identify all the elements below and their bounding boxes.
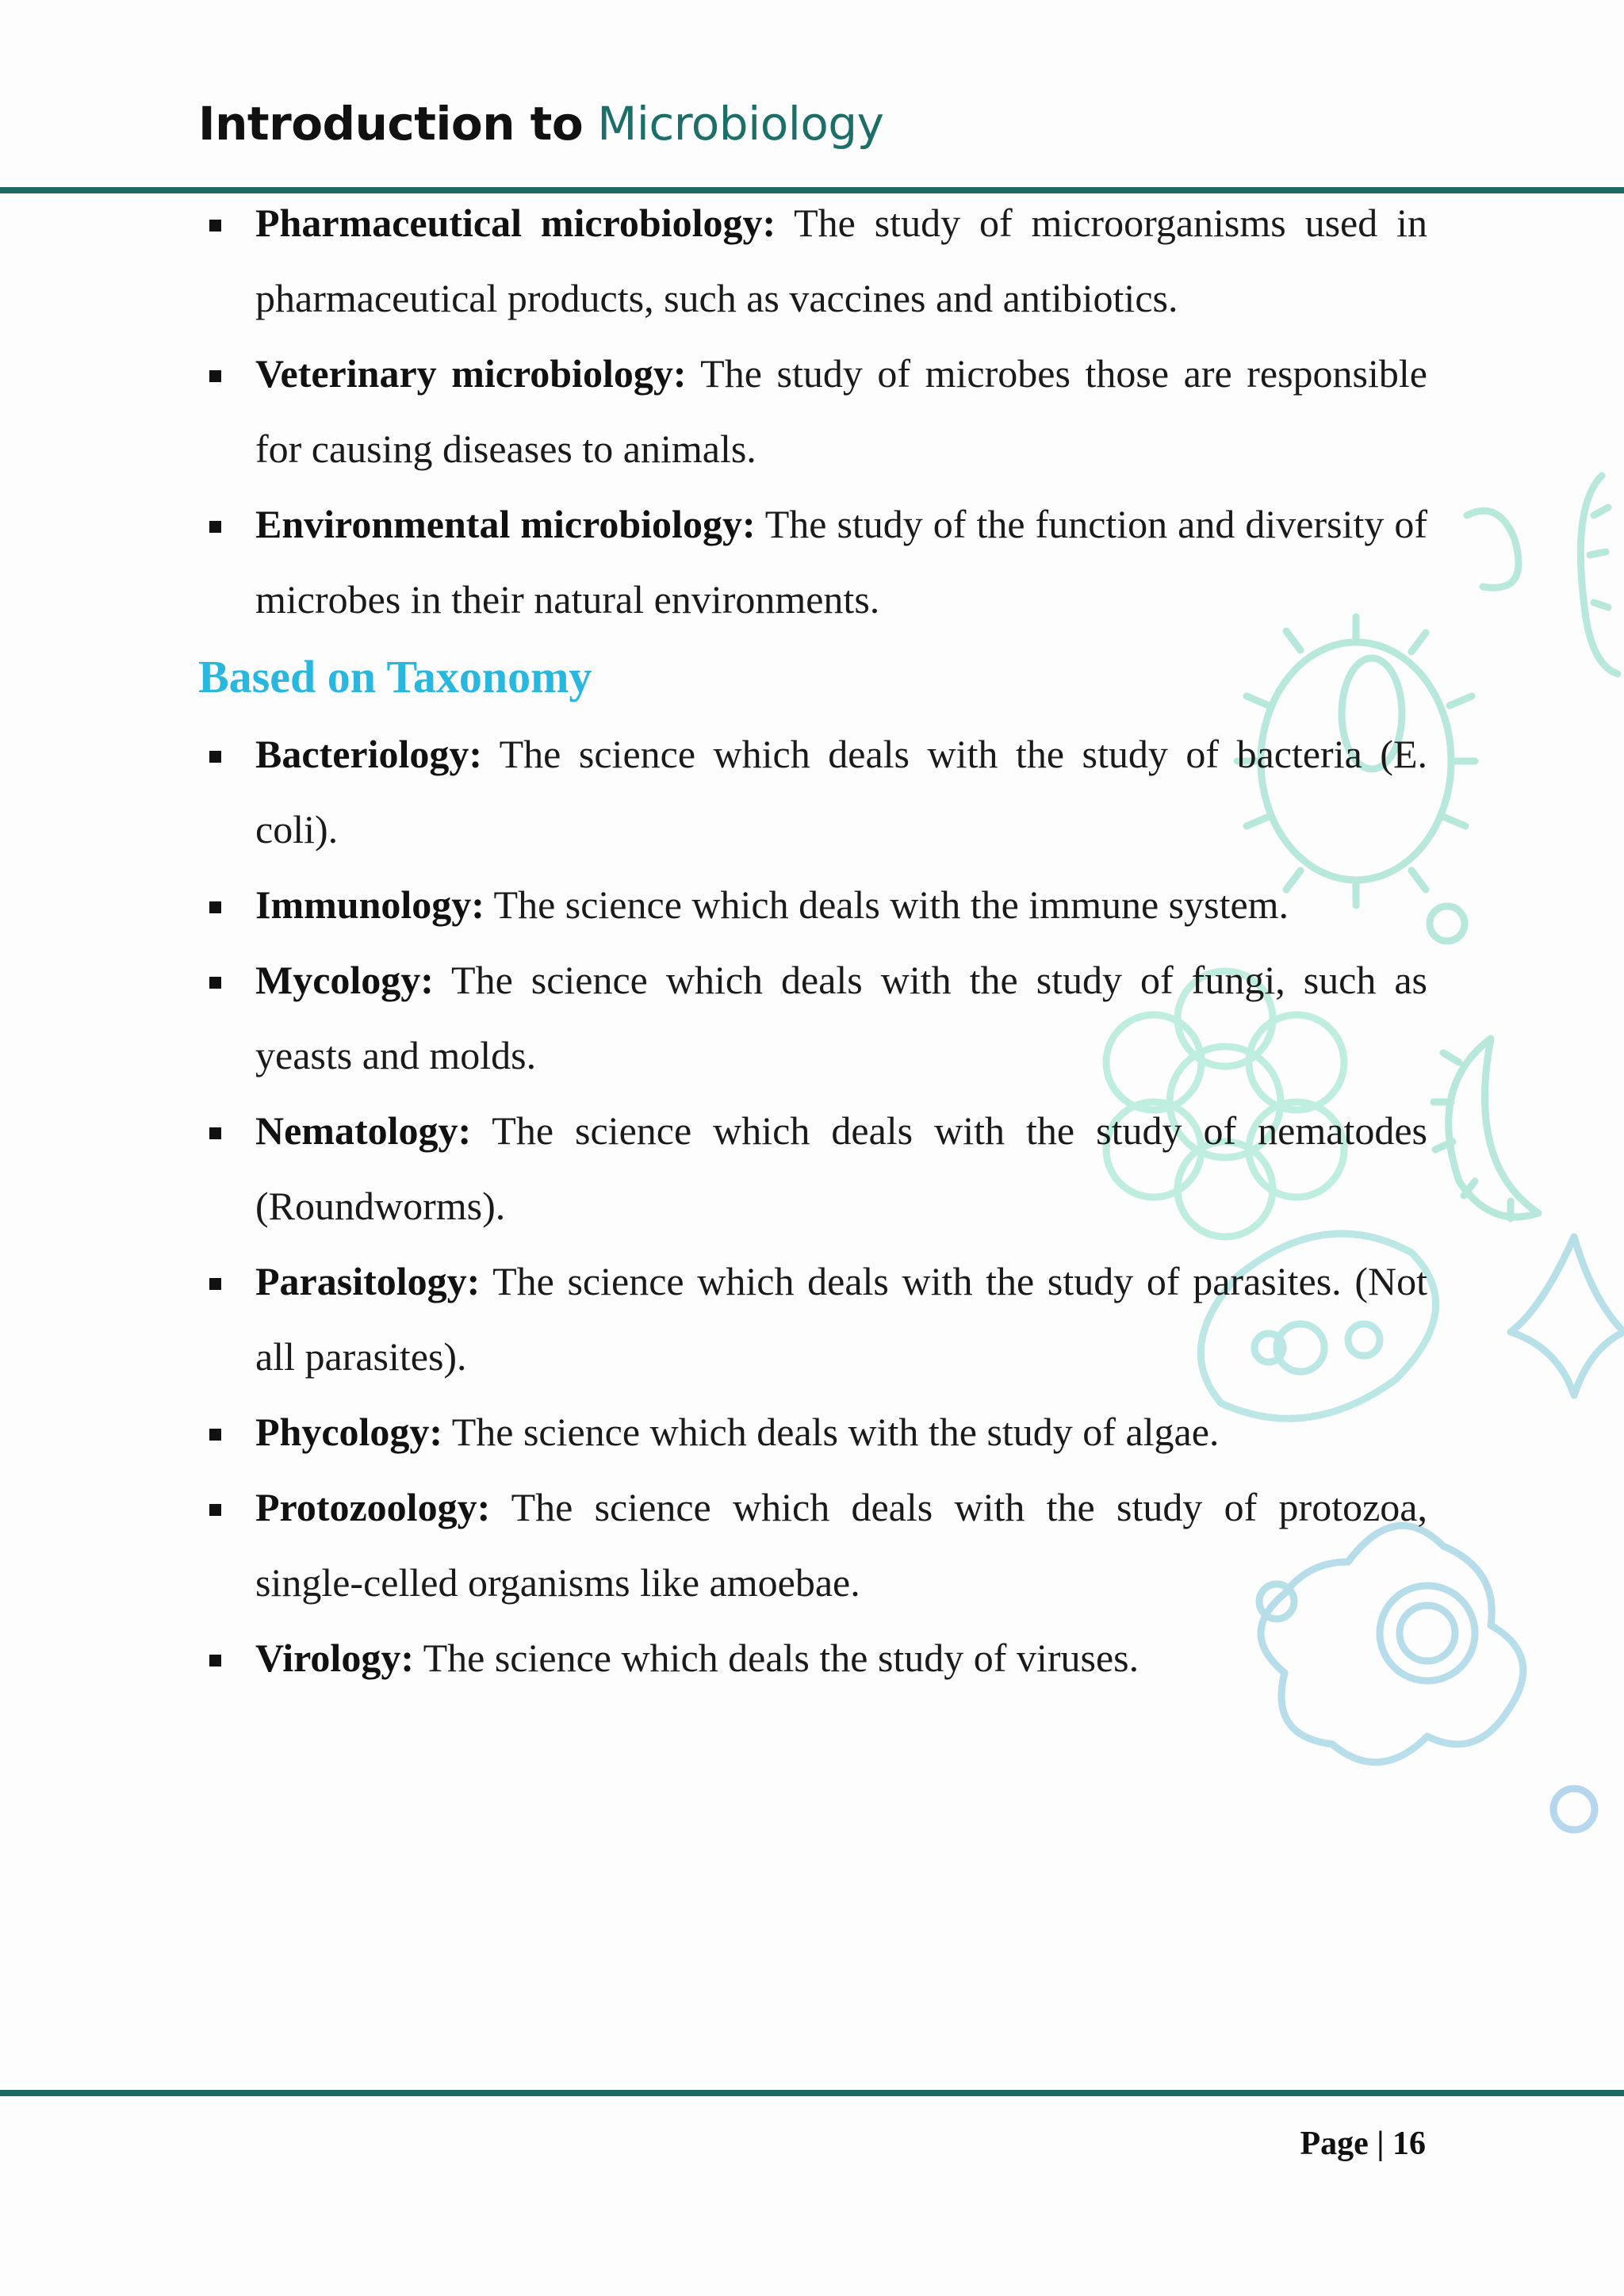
list-item-text xyxy=(255,1093,1427,1244)
list-item-description: The study of microbes those are responsible for causing diseases to animals. xyxy=(255,351,1427,471)
header-title-bold: Introduction to xyxy=(198,97,584,151)
square-bullet-icon xyxy=(209,370,221,382)
list-item-term: Pharmaceutical microbiology: xyxy=(255,201,776,245)
list-item-description: The science which deals with the study of protozoa, single-celled organisms like amoebae. xyxy=(255,1485,1427,1605)
list-item-term: Environmental microbiology: xyxy=(255,502,756,546)
square-bullet-icon xyxy=(209,751,221,763)
list-item-text xyxy=(255,1395,1427,1470)
square-bullet-icon xyxy=(209,1504,221,1516)
list-item-description: The study of microorganisms used in pharmaceutical products, such as vaccines and antibiotics. xyxy=(255,201,1427,320)
list-item xyxy=(198,867,1427,943)
footer-rule xyxy=(0,2090,1624,2096)
list-item xyxy=(198,943,1427,1093)
list-item-text xyxy=(255,1470,1427,1621)
square-bullet-icon xyxy=(209,901,221,913)
list-item-term: Phycology: xyxy=(255,1410,443,1454)
list-item xyxy=(198,1244,1427,1395)
list-item-text xyxy=(255,1244,1427,1395)
square-bullet-icon xyxy=(209,1655,221,1667)
list-item xyxy=(198,1093,1427,1244)
list-item-description: The science which deals with the study of fungi, such as yeasts and molds. xyxy=(255,958,1427,1077)
list-item-text xyxy=(255,487,1427,637)
list-item-description: The science which deals with the study of parasites. (Not all parasites). xyxy=(255,1259,1427,1379)
list-item-text xyxy=(255,943,1427,1093)
list-item xyxy=(198,1470,1427,1621)
list-item-term: Veterinary microbiology: xyxy=(255,351,687,396)
list-item-text xyxy=(255,1621,1427,1696)
list-item xyxy=(198,336,1427,487)
list-item xyxy=(198,717,1427,867)
square-bullet-icon xyxy=(209,1127,221,1139)
list-item xyxy=(198,487,1427,637)
page-content xyxy=(198,186,1427,1696)
list-item-term: Nematology: xyxy=(255,1108,472,1153)
square-bullet-icon xyxy=(209,1278,221,1290)
list-item-term: Bacteriology: xyxy=(255,732,483,776)
list-item-description: The science which deals with the study of bacteria (E. coli). xyxy=(255,732,1427,851)
list-item-description: The science which deals the study of viruses. xyxy=(423,1636,1139,1680)
list-item-text xyxy=(255,336,1427,487)
list-item-term: Immunology: xyxy=(255,882,485,927)
list-item-term: Virology: xyxy=(255,1636,414,1680)
header-title-accent: Microbiology xyxy=(597,97,884,151)
list-item-description: The study of the function and diversity of microbes in their natural environments. xyxy=(255,502,1427,622)
list-item-text xyxy=(255,717,1427,867)
list-item-description: The science which deals with the study of algae. xyxy=(451,1410,1220,1454)
page-number-label: Page | xyxy=(1300,2126,1385,2162)
list-item-term: Protozoology: xyxy=(255,1485,491,1529)
section-heading: Based on Taxonomy xyxy=(198,651,592,702)
list-item-text xyxy=(255,186,1427,336)
list-item-term: Parasitology: xyxy=(255,1259,481,1303)
square-bullet-icon xyxy=(209,1429,221,1441)
list-item-text xyxy=(255,867,1427,943)
square-bullet-icon xyxy=(209,977,221,989)
list-item-term: Mycology: xyxy=(255,958,434,1002)
list-item-description: The science which deals with the immune system. xyxy=(493,882,1289,927)
list-item-description: The science which deals with the study of nematodes (Roundworms). xyxy=(255,1108,1427,1228)
square-bullet-icon xyxy=(209,220,221,232)
list-item xyxy=(198,186,1427,336)
list-item xyxy=(198,1621,1427,1696)
page-number xyxy=(1300,2125,1426,2163)
list-item xyxy=(198,1395,1427,1470)
page-number-value: 16 xyxy=(1392,2126,1426,2162)
running-header xyxy=(198,97,883,151)
square-bullet-icon xyxy=(209,521,221,533)
